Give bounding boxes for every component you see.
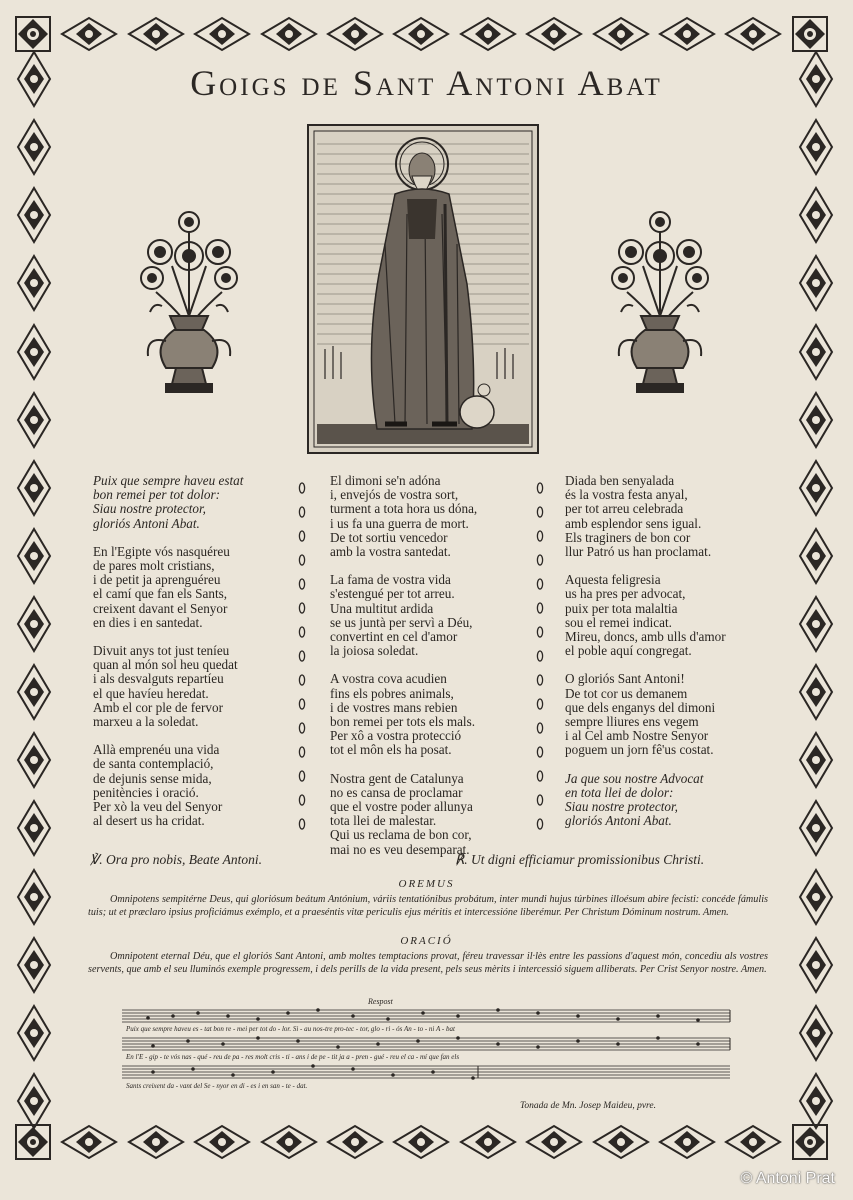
border-ornament-icon — [658, 16, 716, 52]
border-ornament-icon — [459, 16, 517, 52]
border-ornament-icon — [326, 16, 384, 52]
oracio-text: Omnipotent eternal Déu, que el gloriós Sant Antoni, amb moltes temptacions provat, féreu travessar il·lès entre les passions d'aquest món, concediu als vostres servents, que amb el seu lluminós exemple progressem, i dels perills de la vida present, pels seus mèrits i intercessió siguem alliberats. Per Crist Senyor nostre. Amen. — [88, 951, 768, 975]
corner-ornament-icon — [791, 15, 829, 53]
border-ornament-icon — [16, 254, 52, 312]
border-ornament-icon — [193, 16, 251, 52]
border-ornament-icon — [724, 16, 782, 52]
right-border — [796, 50, 836, 1130]
stanza-column-1 — [93, 474, 293, 842]
response: ℟. Ut digni efficiamur promissionibus Christi. — [455, 852, 705, 867]
border-ornament-icon — [326, 1124, 384, 1160]
border-ornament-icon — [16, 323, 52, 381]
border-ornament-icon — [16, 663, 52, 721]
border-ornament-icon — [60, 1124, 118, 1160]
border-ornament-icon — [16, 186, 52, 244]
border-ornament-icon — [16, 731, 52, 789]
border-ornament-icon — [16, 799, 52, 857]
border-ornament-icon — [798, 254, 834, 312]
border-ornament-icon — [16, 50, 52, 108]
border-ornament-icon — [798, 1072, 834, 1130]
border-ornament-icon — [260, 1124, 318, 1160]
left-border — [14, 50, 54, 1130]
stanza: Allà emprenéu una vida de santa contemplació, de dejunis sense mida, penitències i oració. Per xò la veu del Senyor al desert us ha cridat. — [93, 742, 223, 829]
oremus-heading: OREMUS — [398, 878, 455, 890]
lyrics-line-3: Sants creixent da - vant del Se - nyor en di - es i en san - te - dat. — [126, 1082, 308, 1090]
stanza: Aquesta feligresia us ha pres per advocat, puix per tota malaltia sou el remei indicat. Mireu, doncs, amb ulls d'amor el poble aquí congregat. — [565, 572, 726, 659]
border-ornament-icon — [392, 1124, 450, 1160]
border-ornament-icon — [127, 16, 185, 52]
border-ornament-icon — [16, 118, 52, 176]
versicle: ℣. Ora pro nobis, Beate Antoni. — [90, 852, 262, 867]
stanza: A vostra cova acudien fins els pobres animals, i de vostres mans rebien bon remei per tots els mals. Per xô a vostra protecció tot el môn els ha posat. — [330, 671, 476, 758]
flower-vase-icon — [603, 206, 718, 398]
stanza: Ja que sou nostre Advocat en tota llei de dolor: Siau nostre protector, gloriós Antoni Abat. — [565, 770, 704, 829]
border-ornament-icon — [798, 799, 834, 857]
column-divider-icon — [536, 478, 544, 848]
stanza-column-3 — [565, 474, 770, 842]
border-ornament-icon — [798, 323, 834, 381]
border-ornament-icon — [16, 1004, 52, 1062]
border-ornament-icon — [127, 1124, 185, 1160]
border-ornament-icon — [798, 731, 834, 789]
composer-credit: Tonada de Mn. Josep Maideu, pvre. — [520, 1101, 656, 1111]
border-ornament-icon — [16, 459, 52, 517]
border-ornament-icon — [459, 1124, 517, 1160]
border-ornament-icon — [798, 459, 834, 517]
lyrics-line-2: En l'E - gip - te vós nas - qué - reu de pa - res molt cris - ti - ans i de pe - tit ja a - pren - gué - reu el ca - mí que fan els — [126, 1053, 460, 1061]
music-score — [118, 996, 738, 1096]
border-ornament-icon — [798, 595, 834, 653]
column-divider-icon — [298, 478, 306, 848]
border-ornament-icon — [16, 936, 52, 994]
border-ornament-icon — [798, 663, 834, 721]
lyrics-line-1: Puix que sempre haveu es - tat bon re - mei per tot do - lor. Si - au nos-tre pro-tec - tor, glo - ri - ós An - to - ni A - bat — [126, 1025, 455, 1033]
saint-anthony-woodcut-icon — [307, 124, 539, 454]
border-ornament-icon — [658, 1124, 716, 1160]
top-border — [14, 14, 829, 54]
border-ornament-icon — [798, 391, 834, 449]
stanza: En l'Egipte vós nasquéreu de pares molt cristians, i de petit ja aprenguéreu el camí que fan els Sants, creixent davant el Senyor en dies i en santedat. — [93, 543, 230, 630]
border-ornament-icon — [798, 1004, 834, 1062]
bottom-border — [14, 1122, 829, 1162]
border-ornament-icon — [60, 16, 118, 52]
border-ornament-icon — [392, 16, 450, 52]
border-ornament-icon — [798, 868, 834, 926]
stanza-column-2 — [330, 474, 530, 871]
oremus-text: Omnipotens sempitérne Deus, qui gloriósum beátum Antónium, váriis tentatiónibus probátum, inter mundi hujus túrbines illoésum abire fecisti: concéde fámulis tuis; ut et præclaro ipsius proficiámus exémplo, et a praeséntis vitæ periculis ejus méritis et intercessióne liberémur. Per Christum Dóminum nostrum. Amen. — [88, 894, 768, 918]
border-ornament-icon — [525, 1124, 583, 1160]
corner-ornament-icon — [14, 15, 52, 53]
border-ornament-icon — [16, 1072, 52, 1130]
stanza: El dimoni se'n adóna i, envejós de vostra sort, turment a tota hora us dóna, i us fa una guerra de mort. De tot sortiu vencedor amb la vostra santedat. — [330, 473, 478, 560]
border-ornament-icon — [525, 16, 583, 52]
border-ornament-icon — [193, 1124, 251, 1160]
flower-vase-icon — [132, 206, 247, 398]
border-ornament-icon — [592, 1124, 650, 1160]
border-ornament-icon — [798, 936, 834, 994]
page-title: Goigs de Sant Antoni Abat — [190, 63, 663, 103]
border-ornament-icon — [798, 186, 834, 244]
stanza: Divuit anys tot just teníeu quan al món sol heu quedat i als desvalguts repartíeu el que havíeu heredat. Amb el cor ple de fervor marxeu a la soledat. — [93, 643, 238, 730]
border-ornament-icon — [724, 1124, 782, 1160]
stanza: La fama de vostra vida s'estengué per tot arreu. Una multitut ardida se us juntà per servì a Déu, convertint en cel d'amor la joiosa soledat. — [330, 572, 473, 659]
border-ornament-icon — [260, 16, 318, 52]
border-ornament-icon — [16, 527, 52, 585]
border-ornament-icon — [798, 118, 834, 176]
border-ornament-icon — [798, 50, 834, 108]
border-ornament-icon — [16, 868, 52, 926]
score-marking: Respost — [368, 997, 393, 1006]
stanza: Puix que sempre haveu estat bon remei per tot dolor: Siau nostre protector, gloriós Antoni Abat. — [93, 473, 244, 531]
stanza: Diada ben senyalada és la vostra festa anyal, per tot arreu celebrada amb esplendor sens igual. Els traginers de bon cor llur Patró us han proclamat. — [565, 473, 712, 560]
oracio-heading: ORACIÓ — [400, 935, 453, 947]
border-ornament-icon — [16, 391, 52, 449]
copyright-watermark: © Antoni Prat — [740, 1170, 835, 1187]
stanza: O gloriós Sant Antoni! De tot cor us demanem que dels enganys del dimoni sempre lliures ens vegem i al Cel amb Nostre Senyor poguem un jorn fê'us costat. — [565, 671, 716, 758]
stanza: Nostra gent de Catalunya no es cansa de proclamar que el vostre poder allunya tota llei de malestar. Qui us reclama de bon cor, mai no es veu desemparat. — [330, 770, 473, 857]
border-ornament-icon — [592, 16, 650, 52]
border-ornament-icon — [798, 527, 834, 585]
border-ornament-icon — [16, 595, 52, 653]
